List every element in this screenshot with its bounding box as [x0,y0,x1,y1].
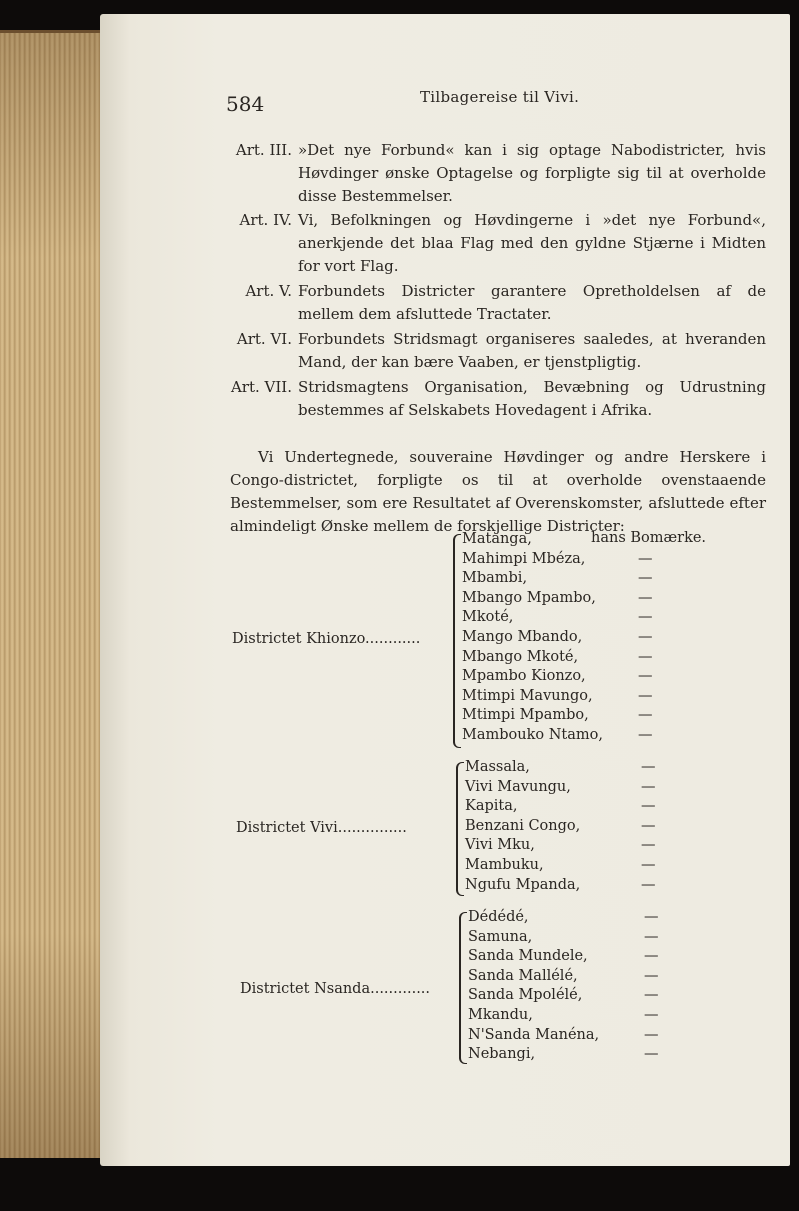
chief-name: Samuna, [468,928,533,945]
book-page-edges [0,30,112,1158]
district-label-vivi: Districtet Vivi............... [236,820,407,836]
mark: — [641,759,656,775]
list-item [465,758,656,778]
list-item [465,856,656,876]
article-5 [226,280,766,326]
mark: — [644,1006,659,1023]
list-item [462,550,653,570]
mark: — [644,928,659,945]
mark: — [638,687,653,704]
article-7 [226,376,766,422]
mark: — [638,668,653,685]
mark: — [641,798,656,815]
list-item [468,967,659,987]
chief-name: Matanga, [462,531,532,547]
mark: — [644,967,659,984]
chief-name: N'Sanda Manéna, [468,1026,600,1043]
mark: — [638,589,653,606]
chief-name: Mbango Mpambo, [462,589,596,606]
mark: — [638,628,653,645]
mark: — [638,707,653,724]
mark: — [644,948,659,965]
list-item [462,687,653,707]
page-number: 584 [226,92,265,116]
mark: — [638,648,653,665]
mark: — [638,570,653,587]
chief-name: Mkandu, [468,1006,533,1023]
article-label: Art. III. [235,141,292,159]
article-text: Stridsmagtens Organisation, Bevæbning og Udrustning bestemmes af Selskabets Hovedagent i Afrika. [298,378,766,419]
names-vivi [465,758,656,895]
article-4 [226,209,766,278]
list-item [465,836,656,856]
mark: — [644,1026,659,1043]
article-label: Art. IV. [239,211,292,229]
article-text: Vi, Befolkningen og Høvdingerne i »det nye Forbund«, anerkjende det blaa Flag med den gyldne Stjærne i Midten for vort Flag. [298,211,766,275]
list-item [468,1026,659,1046]
article-text: »Det nye Forbund« kan i sig optage Nabodistricter, hvis Høvdinger ønske Optagelse og forpligte sig til at overholde disse Bestemmelser. [298,141,766,205]
mark: — [638,609,653,626]
mark: — [644,909,659,925]
list-item [465,778,656,798]
running-title: Tilbagereise til Vivi. [420,88,580,106]
list-item [462,530,603,550]
list-item [462,628,653,648]
chief-name: Mbango Mkoté, [462,648,579,665]
list-item [462,589,653,609]
chief-name: Mango Mbando, [462,628,583,645]
article-text: Forbundets Districter garantere Opretholdelsen af de mellem dem afsluttede Tractater. [298,282,766,323]
mark: — [641,876,656,893]
intro-paragraph: Vi Undertegnede, souveraine Høvdinger og andre Herskere i Congo-districtet, forpligte os til at overholde ovenstaaende Bestemmelser, som ere Resultatet af Overenskomster, afsluttede efter almindeligt Ønske mellem de forskjellige Districter: [230,448,766,535]
list-item [462,726,653,746]
chief-name: Mbambi, [462,570,528,587]
chief-name: Mambouko Ntamo, [462,726,603,743]
chief-name: Sanda Mpolélé, [468,987,583,1004]
chief-name: Mtimpi Mpambo, [462,707,589,724]
chief-name: Massala, [465,759,530,775]
list-item [468,986,659,1006]
list-item [462,667,653,687]
brace-khionzo [453,534,461,748]
brace-nsanda [459,912,467,1064]
mark: — [641,778,656,795]
list-item [462,569,653,589]
chief-name: Nebangi, [468,1046,536,1063]
mark: — [641,837,656,854]
article-3 [226,139,766,208]
chief-name: Kapita, [465,798,518,815]
list-item [462,608,653,628]
mark: — [638,726,653,743]
chief-name: Dédédé, [468,909,529,925]
names-nsanda [468,908,659,1065]
list-item [468,947,659,967]
article-6 [226,328,766,374]
mark: — [644,987,659,1004]
list-item [468,1045,659,1065]
list-item [468,928,659,948]
mark: — [638,550,653,567]
mark: — [641,817,656,834]
article-label: Art. V. [245,282,292,300]
chief-name: Benzani Congo, [465,817,581,834]
article-label: Art. VI. [236,330,292,348]
chief-name: Mahimpi Mbéza, [462,550,586,567]
list-item [468,908,659,928]
mark: — [644,1046,659,1063]
chief-name: Mkoté, [462,609,514,626]
article-label: Art. VII. [230,378,292,396]
mark: — [641,856,656,873]
chief-name: Mambuku, [465,856,544,873]
article-text: Forbundets Stridsmagt organiseres saaledes, at hveranden Mand, der kan bære Vaaben, er tjenstpligtig. [298,330,766,371]
chief-name: Vivi Mku, [465,837,535,854]
list-item [465,817,656,837]
list-item [462,706,653,726]
list-item [462,648,653,668]
chief-name: Vivi Mavungu, [465,778,571,795]
chief-name: Mpambo Kionzo, [462,668,586,685]
district-label-khionzo: Districtet Khionzo............ [232,631,421,647]
list-item [468,1006,659,1026]
signature-mark-header: hans Bomærke. [591,530,707,546]
chief-name: Sanda Mundele, [468,948,588,965]
district-label-nsanda: Districtet Nsanda............. [240,981,431,997]
list-item [465,876,656,896]
chief-name: Sanda Mallélé, [468,967,578,984]
chief-name: Mtimpi Mavungo, [462,687,593,704]
brace-vivi [456,762,464,896]
chief-name: Ngufu Mpanda, [465,876,581,893]
list-item [465,797,656,817]
